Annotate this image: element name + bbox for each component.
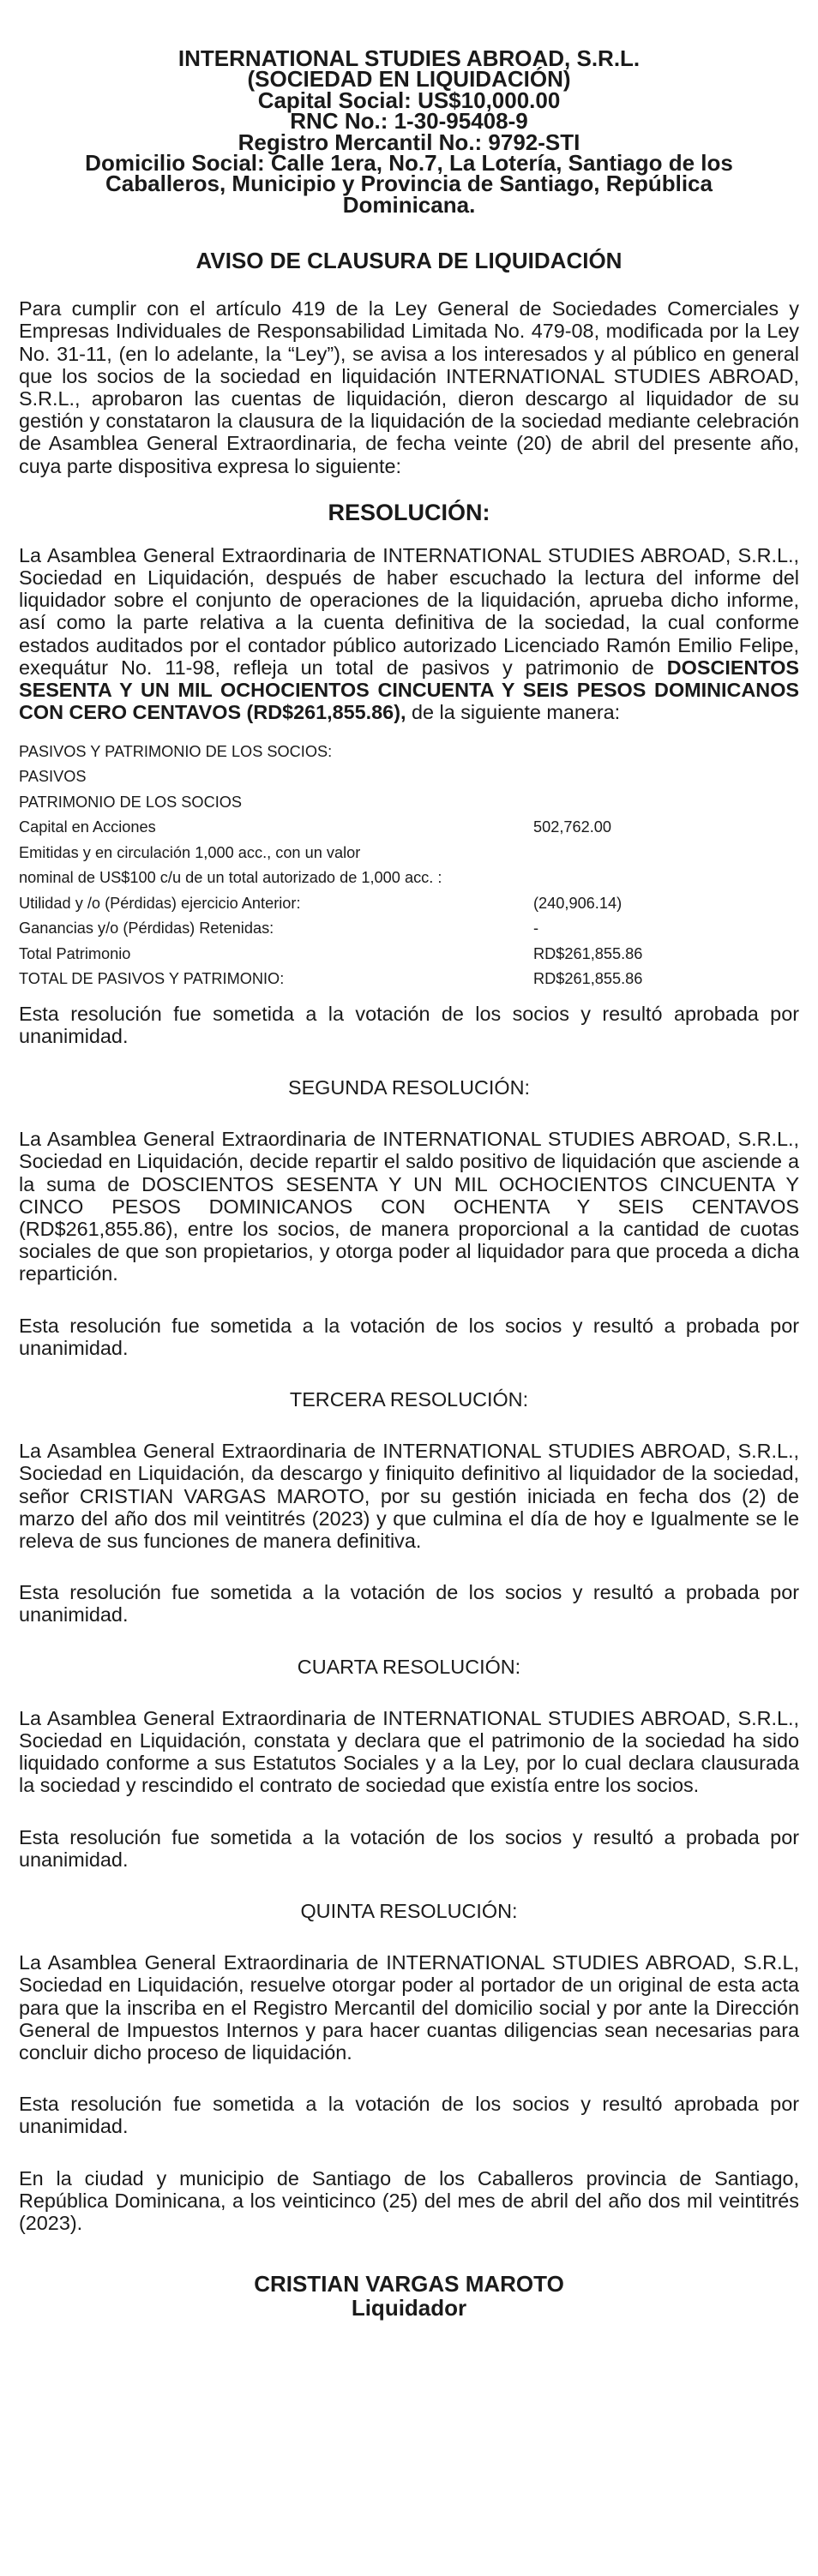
financial-statement-table — [19, 740, 642, 992]
resolucion-vote: Esta resolución fue sometida a la votación de los socios y resultó aprobada por unanimidad. — [19, 1002, 799, 1047]
financial-row-label: TOTAL DE PASIVOS Y PATRIMONIO: — [19, 970, 285, 987]
financial-row-value: RD$261,855.86 — [533, 970, 643, 987]
financial-row — [19, 764, 642, 790]
cuarta-resolucion-title: CUARTA RESOLUCIÓN: — [297, 1655, 521, 1678]
segunda-resolucion-title: SEGUNDA RESOLUCIÓN: — [287, 1075, 531, 1099]
rnc-number: RNC No.: 1-30-95408-9 — [290, 108, 528, 135]
financial-row-label: PASIVOS Y PATRIMONIO DE LOS SOCIOS: — [19, 742, 333, 760]
segunda-resolucion-text: La Asamblea General Extraordinaria de INTERNATIONAL STUDIES ABROAD, S.R.L., Sociedad en Liquidación, decide repartir el saldo positivo de liquidación que asciende a la suma de DOSCIENTOS SESENTA Y UN MIL OCHOCIENTOS CINCUENTA Y CINCO PESOS DOMINICANOS CON OCHENTA Y SEIS CENTAVOS (RD$261,855.86), entre los socios, de manera proporcional a la cantidad de cuotas sociales de que son propietarios, y otorga poder al liquidador para que proceda a dicha repartición. — [19, 1128, 799, 1285]
cuarta-resolucion-vote: Esta resolución fue sometida a la votación de los socios y resultó a probada por unanimidad. — [19, 1825, 799, 1871]
resolucion-text-a: La Asamblea General Extraordinaria de INTERNATIONAL STUDIES ABROAD, S.R.L., Sociedad en Liquidación, después de haber escuchado la lectura del informe del liquidador sobre el conjunto de operaciones de la liquidación, aprueba dicho informe, así como la parte relativa a la cuenta definitiva de la sociedad, la cual conforme estados auditados por el contador público autorizado Licenciado Ramón Emilio Felipe, exequátur No. 11-98, refleja un total de pasivos y patrimonio de — [19, 543, 799, 679]
financial-row-value — [533, 841, 642, 866]
financial-row-value: (240,906.14) — [533, 894, 623, 912]
resolucion-amount: DOSCIENTOS SESENTA Y UN MIL OCHOCIENTOS CINCUENTA Y SEIS PESOS DOMINICANOS CON CERO CENTAVOS (RD$261,855.86), — [19, 656, 799, 724]
quinta-resolucion-vote: Esta resolución fue sometida a la votación de los socios y resultó aprobada por unanimidad. — [19, 2093, 799, 2138]
financial-row-value — [533, 764, 642, 790]
domicilio-line-2: Caballeros, Municipio y Provincia de Santiago, República — [105, 171, 713, 197]
tercera-resolucion-title: TERCERA RESOLUCIÓN: — [289, 1387, 529, 1411]
financial-row-label: Capital en Acciones — [19, 818, 156, 836]
financial-row-value: 502,762.00 — [533, 818, 612, 836]
tercera-resolucion-vote: Esta resolución fue sometida a la votación de los socios y resultó a probada por unanimidad. — [19, 1581, 799, 1626]
notice-title: AVISO DE CLAUSURA DE LIQUIDACIÓN — [195, 248, 623, 274]
intro-paragraph: Para cumplir con el artículo 419 de la Ley General de Sociedades Comerciales y Empresas Individuales de Responsabilidad Limitada No. 479-08, modificada por la Ley No. 31-11, (en lo adelante, la “Ley”), se avisa a los interesados y al público en general que los socios de la sociedad en liquidación INTERNATIONAL STUDIES ABROAD, S.R.L., aprobaron las cuentas de liquidación, dieron descargo al liquidador de su gestión y constataron la clausura de la liquidación de la sociedad mediante celebración de Asamblea General Extraordinaria, de fecha veinte (20) de abril del presente año, cuya parte dispositiva expresa lo siguiente: — [19, 297, 799, 477]
capital-social: Capital Social: US$10,000.00 — [257, 87, 561, 113]
segunda-resolucion-vote: Esta resolución fue sometida a la votación de los socios y resultó a probada por unanimidad. — [19, 1314, 799, 1359]
financial-row-label: nominal de US$100 c/u de un total autorizado de 1,000 acc. : — [19, 869, 442, 886]
financial-row — [19, 891, 642, 917]
company-name: INTERNATIONAL STUDIES ABROAD, S.R.L. — [177, 45, 641, 71]
resolucion-text-b: de la siguiente manera: — [406, 701, 621, 724]
financial-row-label: PASIVOS — [19, 768, 87, 785]
financial-row-value — [533, 866, 642, 891]
financial-row-value — [533, 740, 642, 765]
resolucion-paragraph — [19, 544, 799, 724]
registro-mercantil: Registro Mercantil No.: 9792-STI — [238, 129, 580, 155]
financial-row — [19, 815, 642, 841]
company-header — [19, 45, 799, 218]
financial-row — [19, 916, 642, 942]
company-status: (SOCIEDAD EN LIQUIDACIÓN) — [247, 66, 571, 93]
financial-row-label: Ganancias y/o (Pérdidas) Retenidas: — [19, 920, 274, 937]
financial-row — [19, 967, 642, 992]
closing-paragraph: En la ciudad y municipio de Santiago de los Caballeros provincia de Santiago, República Dominicana, a los veinticinco (25) del mes de abril del año dos mil veintitrés (2023). — [19, 2166, 799, 2235]
domicilio-line-3: Dominicana. — [342, 191, 476, 218]
financial-row-label: Total Patrimonio — [19, 944, 131, 962]
quinta-resolucion-text: La Asamblea General Extraordinaria de INTERNATIONAL STUDIES ABROAD, S.R.L, Sociedad en Liquidación, resuelve otorgar poder al portador de un original de esta acta para que la inscriba en el Registro Mercantil del domicilio social y por ante la Dirección General de Impuestos Internos y para hacer cuantas diligencias sean necesarias para concluir dicho proceso de liquidación. — [19, 1951, 799, 2064]
quinta-resolucion-title: QUINTA RESOLUCIÓN: — [300, 1899, 518, 1922]
financial-row — [19, 740, 642, 765]
financial-row — [19, 841, 642, 866]
financial-row-label: Utilidad y /o (Pérdidas) ejercicio Anterior: — [19, 894, 301, 912]
financial-row-label: PATRIMONIO DE LOS SOCIOS — [19, 793, 243, 811]
signatory-name: CRISTIAN VARGAS MAROTO — [254, 2271, 564, 2297]
financial-row-value: - — [533, 920, 539, 937]
financial-row-value — [533, 790, 642, 816]
signature-block — [19, 2272, 799, 2320]
financial-row-label: Emitidas y en circulación 1,000 acc., con un valor — [19, 843, 361, 861]
financial-row-value: RD$261,855.86 — [533, 944, 643, 962]
financial-row — [19, 942, 642, 967]
financial-row — [19, 866, 642, 891]
cuarta-resolucion-text: La Asamblea General Extraordinaria de INTERNATIONAL STUDIES ABROAD, S.R.L., Sociedad en Liquidación, constata y declara que el patrimonio de la sociedad ha sido liquidado conforme a sus Estatutos Sociales y a la Ley, por lo cual declara clausurada la sociedad y rescindido el contrato de sociedad que existía entre los socios. — [19, 1706, 799, 1797]
tercera-resolucion-text: La Asamblea General Extraordinaria de INTERNATIONAL STUDIES ABROAD, S.R.L., Sociedad en Liquidación, da descargo y finiquito definitivo al liquidador de la sociedad, señor CRISTIAN VARGAS MAROTO, por su gestión iniciada en fecha dos (2) de marzo del año dos mil veintitrés (2023) y que culmina el día de hoy e Igualmente se le releva de sus funciones de manera definitiva. — [19, 1440, 799, 1552]
resolucion-title: RESOLUCIÓN: — [328, 499, 490, 525]
signatory-role: Liquidador — [351, 2295, 467, 2321]
financial-row — [19, 790, 642, 816]
domicilio-line-1: Domicilio Social: Calle 1era, No.7, La Lotería, Santiago de los — [85, 150, 733, 177]
